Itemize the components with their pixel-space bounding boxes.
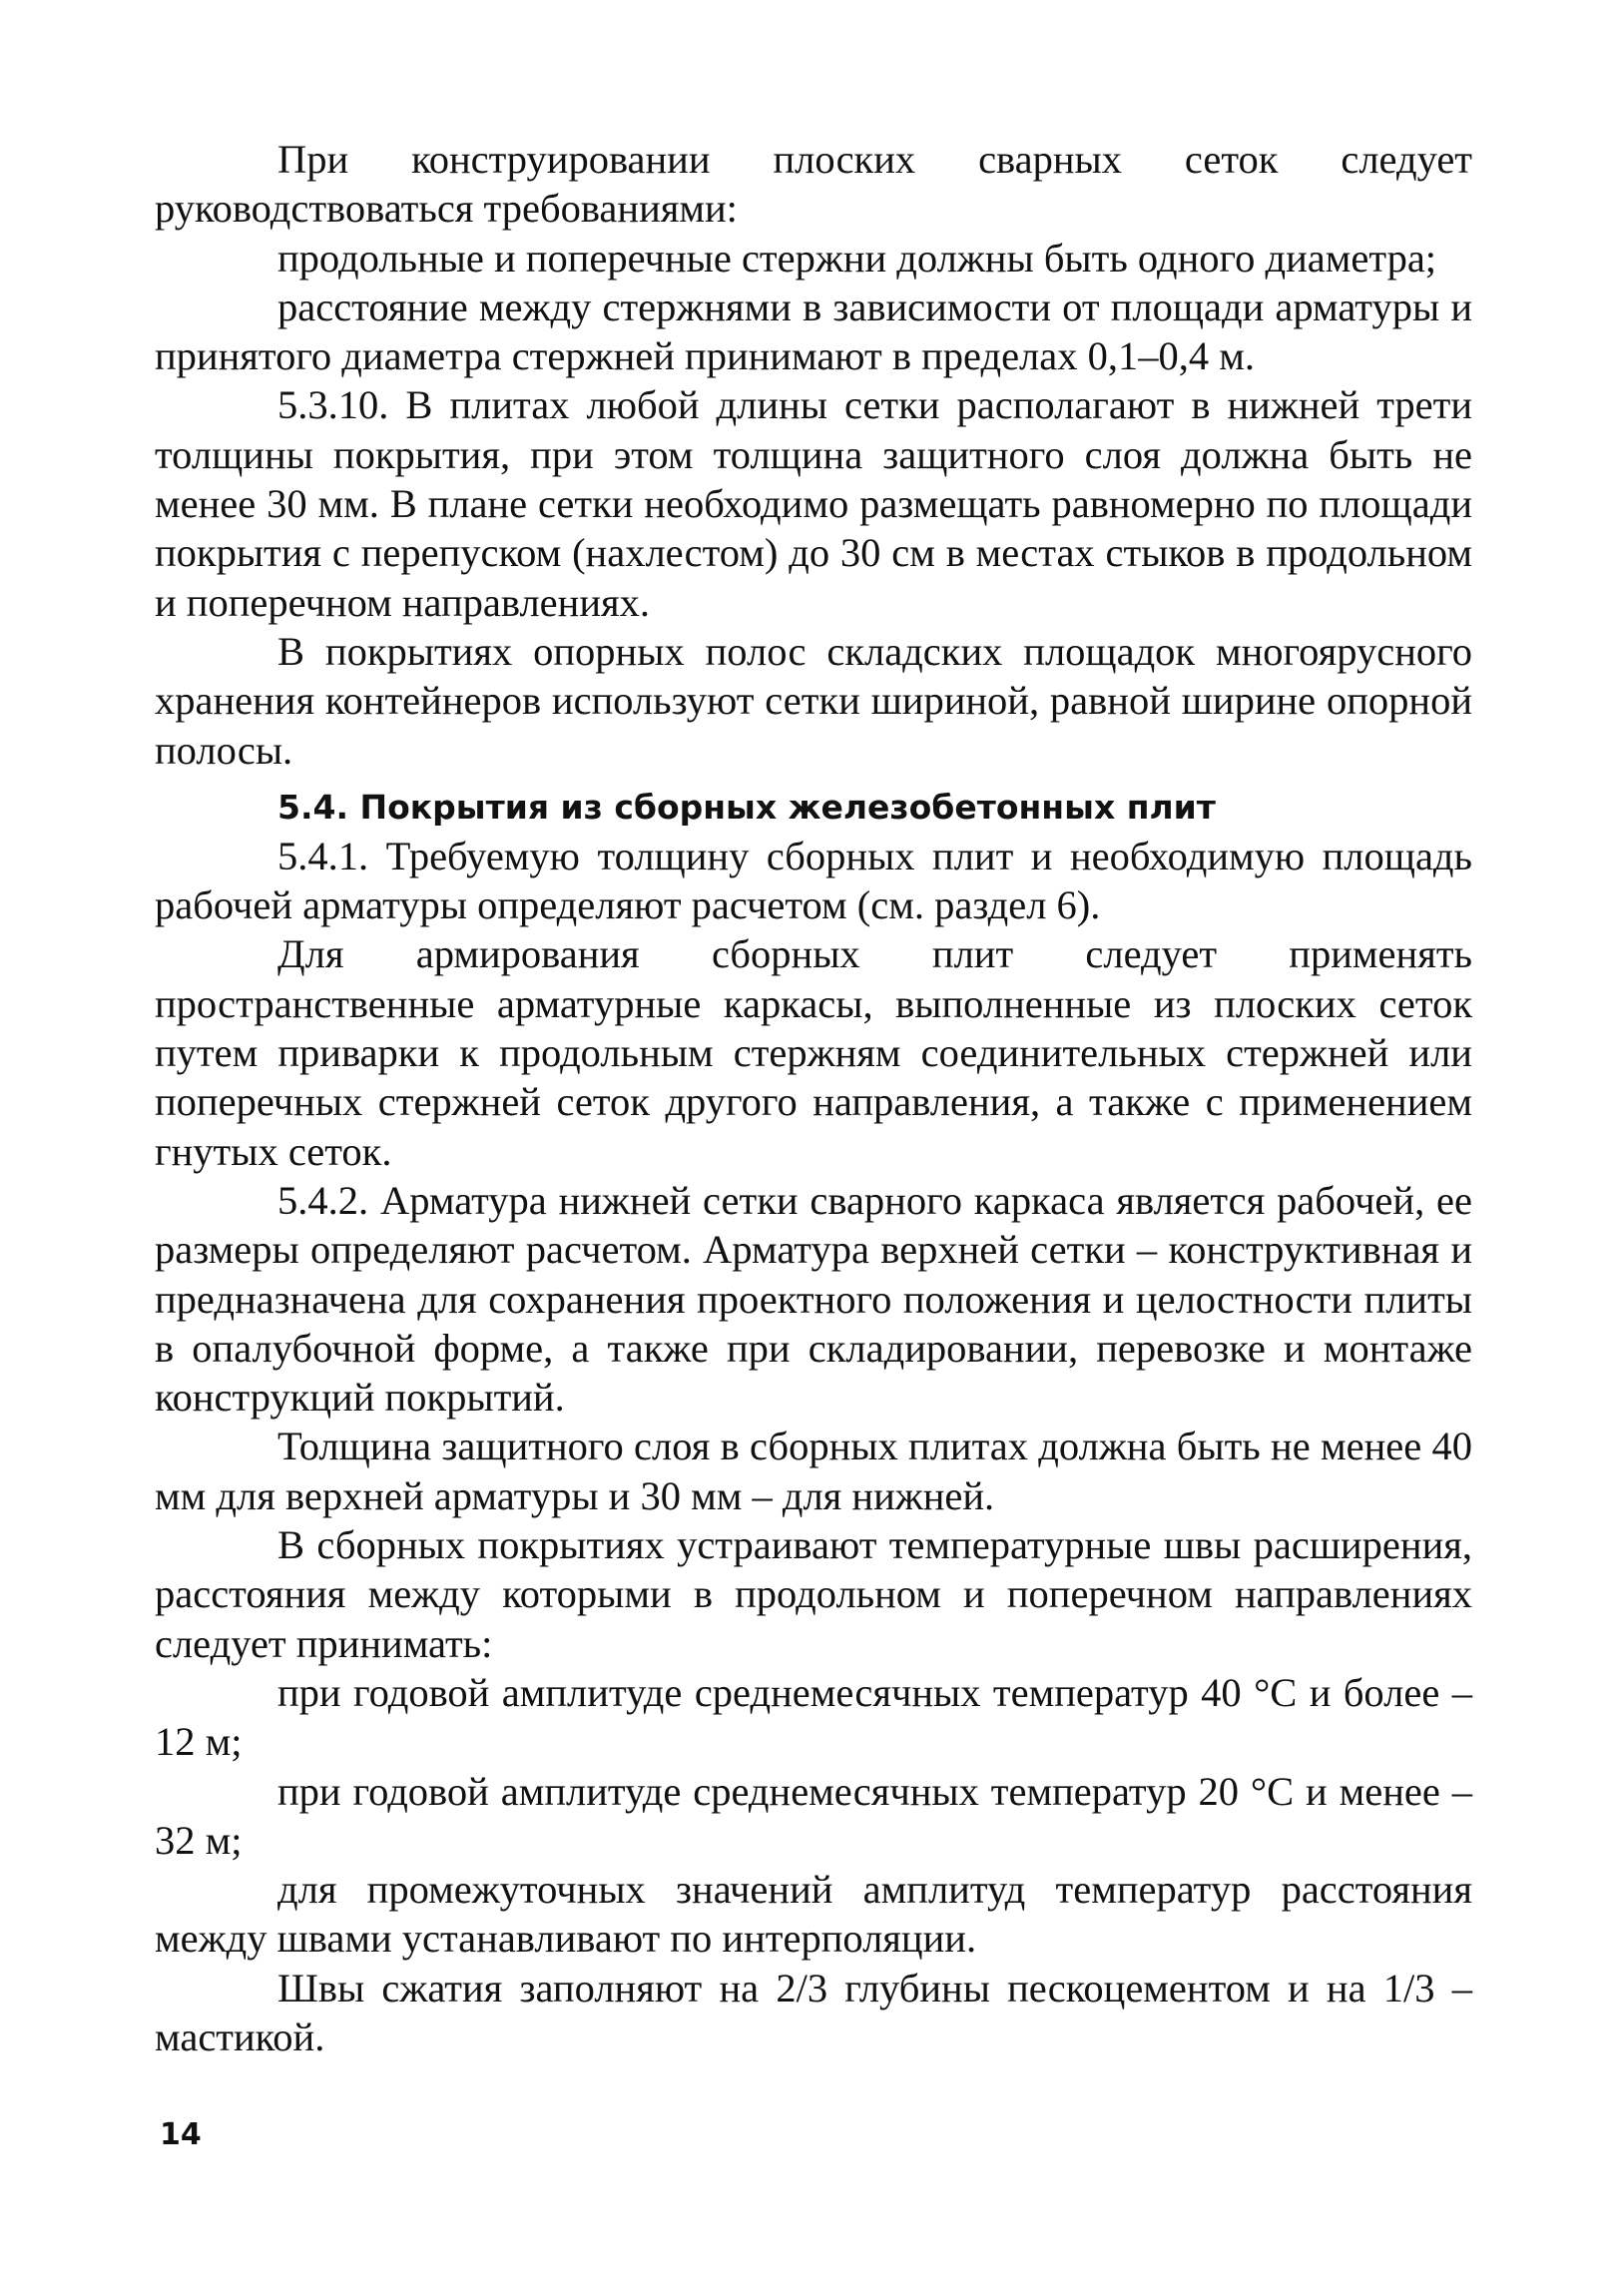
page-number: 14 [160, 2117, 202, 2152]
paragraph-amplitude-20: при годовой амплитуде среднемесячных температур 20 °С и менее – 32 м; [155, 1768, 1472, 1863]
paragraph-5-3-10: 5.3.10. В плитах любой длины сетки располагают в нижней трети толщины покрытия, при этом толщина защитного слоя должна быть не менее 30 мм. В плане сетки необходимо размещать равномерно по площади покрытия с перепуском (нахлестом) до 30 см в местах стыков в продольном и поперечном направлениях. [155, 382, 1472, 625]
paragraph-requirement-spacing: расстояние между стержнями в зависимости от площади арматуры и принятого диаметра стержней принимают в пределах 0,1–0,4 м. [155, 284, 1472, 379]
section-heading-5-4: 5.4. Покрытия из сборных железобетонных плит [277, 787, 1216, 827]
document-page [155, 135, 1472, 2271]
paragraph-reinforcement-frames: Для армирования сборных плит следует применять пространственные арматурные каркасы, выполненные из плоских сеток путем приварки к продольным стержням соединительных стержней или поперечных стержней сеток другого направления, а также с применением гнутых сеток. [155, 931, 1472, 1174]
paragraph-intro: При конструировании плоских сварных сеток следует руководствоваться требованиями: [155, 137, 1472, 232]
paragraph-5-4-2: 5.4.2. Арматура нижней сетки сварного каркаса является рабочей, ее размеры определяют расчетом. Арматура верхней сетки – конструктивная и предназначена для сохранения проектного положения и целостности плиты в опалубочной форме, а также при складировании, перевозке и монтаже конструкций покрытий. [155, 1177, 1472, 1421]
paragraph-amplitude-40: при годовой амплитуде среднемесячных температур 40 °С и более – 12 м; [155, 1669, 1472, 1765]
paragraph-interpolation: для промежуточных значений амплитуд температур расстояния между швами устанавливают по интерполяции. [155, 1867, 1472, 1962]
paragraph-support-strips: В покрытиях опорных полос складских площадок многоярусного хранения контейнеров используют сетки шириной, равной ширине опорной полосы. [155, 628, 1472, 773]
paragraph-5-4-1: 5.4.1. Требуемую толщину сборных плит и необходимую площадь рабочей арматуры определяют расчетом (см. раздел 6). [155, 833, 1472, 928]
paragraph-compression-joints: Швы сжатия заполняют на 2/3 глубины пескоцементом и на 1/3 – мастикой. [155, 1965, 1472, 2059]
paragraph-requirement-diameter: продольные и поперечные стержни должны быть одного диаметра; [277, 235, 1437, 281]
paragraph-cover-thickness: Толщина защитного слоя в сборных плитах должна быть не менее 40 мм для верхней арматуры и 30 мм – для нижней. [155, 1424, 1472, 1518]
paragraph-expansion-joints: В сборных покрытиях устраивают температурные швы расширения, расстояния между которыми в продольном и поперечном направлениях следует принимать: [155, 1522, 1472, 1666]
